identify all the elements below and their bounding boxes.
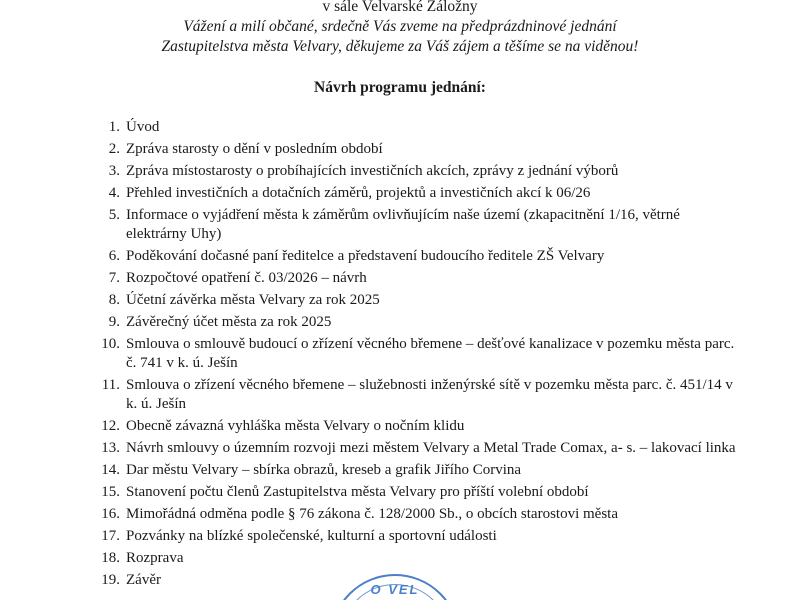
agenda-item-number: 5. <box>108 207 120 223</box>
agenda-item-number: 6. <box>108 248 120 264</box>
agenda-item <box>98 269 738 288</box>
agenda-list <box>98 118 738 593</box>
agenda-item-number: 18. <box>101 550 120 566</box>
agenda-item-number: 19. <box>101 572 120 588</box>
agenda-item <box>98 291 738 310</box>
agenda-title: Návrh programu jednání: <box>314 79 486 96</box>
agenda-item <box>98 483 738 502</box>
agenda-item-number: 1. <box>108 119 120 135</box>
agenda-item <box>98 162 738 181</box>
agenda-item <box>98 247 738 266</box>
invitation-line: Vážení a milí občané, srdečně Vás zveme na předprázdninové jednání <box>183 18 617 35</box>
agenda-item <box>98 184 738 203</box>
agenda-item <box>98 335 738 373</box>
agenda-item <box>98 461 738 480</box>
agenda-item-text: Informace o vyjádření města k záměrům ovlivňujícím naše území (zkapacitnění 1/16, větrné elektrárny Uhy) <box>126 207 680 242</box>
agenda-item-text: Mimořádná odměna podle § 76 zákona č. 128/2000 Sb., o obcích starostovi města <box>126 506 618 522</box>
agenda-item <box>98 140 738 159</box>
agenda-item-text: Návrh smlouvy o územním rozvoji mezi městem Velvary a Metal Trade Comax, a- s. – lakovací linka <box>126 440 736 456</box>
agenda-item <box>98 505 738 524</box>
agenda-item-text: Rozprava <box>126 550 184 566</box>
agenda-item-number: 17. <box>101 528 120 544</box>
agenda-item-number: 10. <box>101 336 120 352</box>
agenda-item-text: Poděkování dočasné paní ředitelce a představení budoucího ředitele ZŠ Velvary <box>126 248 605 264</box>
agenda-item-text: Zpráva starosty o dění v posledním období <box>126 141 383 157</box>
agenda-item-number: 7. <box>108 270 120 286</box>
agenda-item <box>98 527 738 546</box>
agenda-item-number: 8. <box>108 292 120 308</box>
agenda-item-number: 12. <box>101 418 120 434</box>
agenda-item-number: 4. <box>108 185 120 201</box>
venue-line: v sále Velvarské Záložny <box>322 0 478 15</box>
agenda-item-number: 3. <box>108 163 120 179</box>
agenda-item-text: Závěrečný účet města za rok 2025 <box>126 314 332 330</box>
agenda-item <box>98 206 738 244</box>
invitation-line: Zastupitelstva města Velvary, děkujeme za Váš zájem a těšíme se na viděnou! <box>161 38 639 55</box>
agenda-item <box>98 417 738 436</box>
agenda-item-text: Stanovení počtu členů Zastupitelstva města Velvary pro příští volební období <box>126 484 589 500</box>
agenda-item <box>98 376 738 414</box>
agenda-item-text: Dar městu Velvary – sbírka obrazů, kreseb a grafik Jiřího Corvina <box>126 462 522 478</box>
agenda-item-number: 14. <box>101 462 120 478</box>
agenda-item <box>98 439 738 458</box>
agenda-item-text: Úvod <box>126 119 160 135</box>
agenda-item-text: Obecně závazná vyhláška města Velvary o nočním klidu <box>126 418 465 434</box>
agenda-item-text: Pozvánky na blízké společenské, kulturní a sportovní události <box>126 528 497 544</box>
agenda-item-text: Účetní závěrka města Velvary za rok 2025 <box>126 292 380 308</box>
agenda-item-text: Závěr <box>126 572 161 588</box>
invitation-text <box>0 17 800 57</box>
agenda-item-text: Přehled investičních a dotačních záměrů, projektů a investičních akcí k 06/26 <box>126 185 591 201</box>
agenda-item-text: Zpráva místostarosty o probíhajících investičních akcích, zprávy z jednání výborů <box>126 163 619 179</box>
agenda-item-number: 13. <box>101 440 120 456</box>
stamp-text: O VEL <box>370 582 420 597</box>
agenda-item-number: 2. <box>108 141 120 157</box>
agenda-item-text: Smlouva o smlouvě budoucí o zřízení věcného břemene – dešťové kanalizace v pozemku města parc. č. 741 v k. ú. Ješín <box>126 336 735 371</box>
agenda-item <box>98 313 738 332</box>
agenda-item <box>98 118 738 137</box>
agenda-item-number: 11. <box>101 377 120 393</box>
agenda-item-text: Rozpočtové opatření č. 03/2026 – návrh <box>126 270 367 286</box>
agenda-item-number: 16. <box>101 506 120 522</box>
agenda-item-number: 9. <box>108 314 120 330</box>
agenda-item-text: Smlouva o zřízení věcného břemene – služebnosti inženýrské sítě v pozemku města parc. č. 451/14 v k. ú. Ješín <box>126 377 733 412</box>
agenda-item-number: 15. <box>101 484 120 500</box>
agenda-item <box>98 549 738 568</box>
